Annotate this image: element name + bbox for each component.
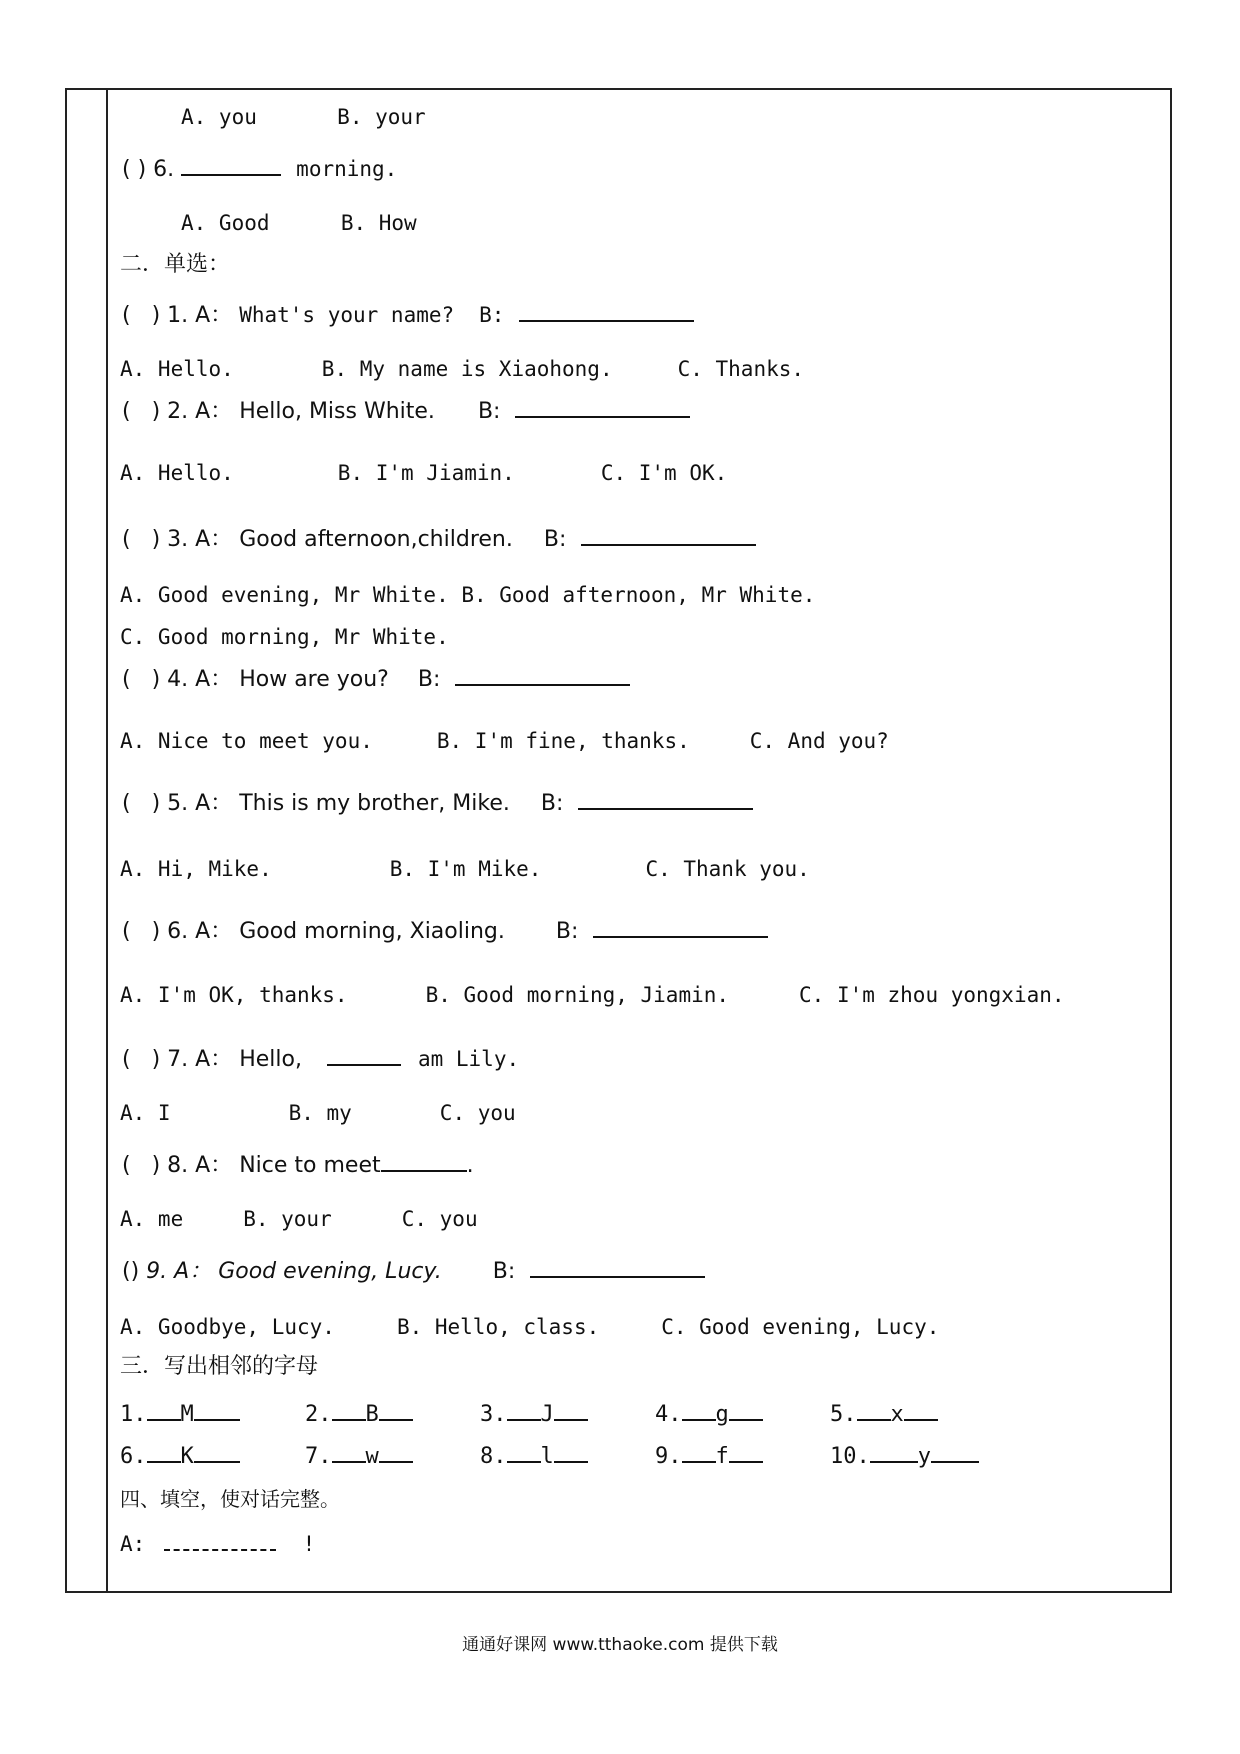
question-number: 1. A： bbox=[167, 303, 233, 328]
question-number: 5. A： bbox=[167, 791, 233, 816]
answer-paren: ( ) bbox=[122, 791, 161, 816]
question-text: morning. bbox=[296, 157, 398, 181]
answer-blank[interactable] bbox=[379, 1395, 413, 1421]
option-a: A. Goodbye, Lucy. bbox=[120, 1315, 335, 1339]
page-footer: 通通好课网 www.tthaoke.com 提供下载 bbox=[462, 1635, 778, 1655]
answer-paren: ( ) bbox=[122, 1047, 161, 1072]
answer-blank[interactable] bbox=[455, 662, 630, 686]
worksheet-frame bbox=[65, 88, 1172, 1593]
answer-paren: () bbox=[122, 1259, 140, 1284]
question-text: Hello, bbox=[239, 1047, 302, 1072]
question-4-options bbox=[120, 726, 889, 756]
question-number: 9. A： bbox=[146, 1259, 212, 1284]
option-c: C. Thank you. bbox=[645, 857, 810, 881]
option-a: A. I bbox=[120, 1101, 171, 1125]
letter-item: 6. K bbox=[120, 1437, 240, 1469]
answer-blank[interactable] bbox=[904, 1395, 938, 1421]
question-3-options-ab: A. Good evening, Mr White. B. Good afternoon, Mr White. bbox=[120, 583, 816, 607]
question-2-options bbox=[120, 458, 727, 488]
question-8 bbox=[122, 1148, 474, 1181]
reply-label: B: bbox=[477, 399, 501, 424]
option-b: B. your bbox=[243, 1207, 332, 1231]
prev-question-6 bbox=[122, 152, 397, 185]
option-a: A. Hello. bbox=[120, 461, 234, 485]
answer-blank[interactable] bbox=[194, 1437, 240, 1463]
option-a: A. I'm OK, thanks. bbox=[120, 983, 348, 1007]
answer-blank[interactable] bbox=[554, 1395, 588, 1421]
letter-item: 7. w bbox=[305, 1437, 413, 1469]
question-9 bbox=[122, 1254, 705, 1287]
question-text-end: am Lily. bbox=[417, 1047, 520, 1071]
option-b: B. My name is Xiaohong. bbox=[321, 357, 613, 381]
option-b: B. Good morning, Jiamin. bbox=[425, 983, 730, 1007]
option-a: A. me bbox=[120, 1207, 184, 1231]
answer-blank[interactable] bbox=[515, 394, 690, 418]
option-a: A. Good bbox=[181, 211, 270, 235]
option-c: C. Thanks. bbox=[677, 357, 805, 381]
answer-blank[interactable] bbox=[332, 1395, 366, 1421]
answer-paren: ( ) bbox=[122, 527, 161, 552]
question-number: 6. A： bbox=[167, 919, 233, 944]
option-b: B. I'm Mike. bbox=[389, 857, 542, 881]
letter-item: 9. f bbox=[655, 1437, 763, 1469]
answer-paren: ( ) bbox=[122, 919, 161, 944]
answer-blank[interactable] bbox=[164, 1527, 276, 1551]
reply-label: B: bbox=[417, 667, 441, 692]
question-3-option-c: C. Good morning, Mr White. bbox=[120, 625, 449, 649]
option-b: B. Hello, class. bbox=[396, 1315, 600, 1339]
answer-blank[interactable] bbox=[593, 914, 768, 938]
answer-paren: ( ) bbox=[122, 399, 161, 424]
letter-item: 2. B bbox=[305, 1395, 413, 1427]
answer-blank[interactable] bbox=[381, 1148, 467, 1172]
question-3 bbox=[122, 522, 756, 555]
answer-blank[interactable] bbox=[857, 1395, 891, 1421]
question-1 bbox=[122, 298, 694, 331]
question-1-options bbox=[120, 354, 804, 384]
answer-blank[interactable] bbox=[181, 152, 281, 176]
option-c: C. you bbox=[401, 1207, 478, 1231]
letters-row-1 bbox=[120, 1395, 1120, 1427]
option-b: B. your bbox=[337, 105, 426, 129]
reply-label: B: bbox=[479, 303, 505, 327]
question-7-options bbox=[120, 1098, 516, 1128]
reply-label: B: bbox=[543, 527, 567, 552]
answer-blank[interactable] bbox=[147, 1437, 181, 1463]
reply-label: B: bbox=[555, 919, 579, 944]
reply-label: B: bbox=[540, 791, 564, 816]
answer-blank[interactable] bbox=[379, 1437, 413, 1463]
section-2-title: 二．单选： bbox=[120, 252, 231, 277]
answer-blank[interactable] bbox=[194, 1395, 240, 1421]
option-c: C. I'm zhou yongxian. bbox=[799, 983, 1065, 1007]
option-b: B. How bbox=[340, 211, 417, 235]
answer-blank[interactable] bbox=[327, 1042, 401, 1066]
answer-blank[interactable] bbox=[147, 1395, 181, 1421]
letters-row-2 bbox=[120, 1437, 1120, 1469]
question-7 bbox=[122, 1042, 519, 1075]
answer-blank[interactable] bbox=[554, 1437, 588, 1463]
answer-paren: ( ) bbox=[122, 303, 161, 328]
question-text: How are you? bbox=[239, 667, 389, 692]
question-6 bbox=[122, 914, 768, 947]
option-c: C. I'm OK. bbox=[600, 461, 728, 485]
answer-blank[interactable] bbox=[682, 1437, 716, 1463]
question-text: Good morning, Xiaoling. bbox=[239, 919, 505, 944]
answer-blank[interactable] bbox=[729, 1437, 763, 1463]
answer-blank[interactable] bbox=[931, 1437, 979, 1463]
section-4-line-a bbox=[120, 1527, 315, 1559]
answer-blank[interactable] bbox=[507, 1395, 541, 1421]
letter-item: 4. g bbox=[655, 1395, 763, 1427]
option-a: A. Hi, Mike. bbox=[120, 857, 272, 881]
section-4-title: 四、填空，使对话完整。 bbox=[120, 1487, 340, 1511]
letter-item: 8. l bbox=[480, 1437, 588, 1469]
line-end: ! bbox=[302, 1532, 316, 1556]
option-b: B. I'm fine, thanks. bbox=[436, 729, 690, 753]
question-5 bbox=[122, 786, 753, 819]
option-a: A. Hello. bbox=[120, 357, 234, 381]
question-text: What's your name? bbox=[239, 303, 455, 327]
prev-question-6-options bbox=[181, 208, 417, 238]
question-number: 6. bbox=[153, 157, 175, 182]
question-number: 7. A： bbox=[167, 1047, 233, 1072]
question-number: 8. A： bbox=[167, 1153, 233, 1178]
question-5-options bbox=[120, 854, 810, 884]
option-c: C. Good evening, Lucy. bbox=[661, 1315, 940, 1339]
option-b: B. my bbox=[288, 1101, 352, 1125]
question-text: Hello, Miss White. bbox=[239, 399, 435, 424]
answer-blank[interactable] bbox=[332, 1437, 366, 1463]
worksheet-content bbox=[108, 90, 1170, 1591]
option-c: C. you bbox=[439, 1101, 516, 1125]
question-number: 3. A： bbox=[167, 527, 233, 552]
answer-blank[interactable] bbox=[729, 1395, 763, 1421]
letter-item: 3. J bbox=[480, 1395, 588, 1427]
question-text-end: . bbox=[466, 1153, 474, 1178]
answer-paren: ( ) bbox=[122, 1153, 161, 1178]
left-margin-column bbox=[67, 90, 108, 1591]
letter-item: 5. x bbox=[830, 1395, 938, 1427]
question-text: Good afternoon,children. bbox=[239, 527, 513, 552]
option-c: C. And you? bbox=[749, 729, 889, 753]
letter-item: 1. M bbox=[120, 1395, 240, 1427]
option-b: B. I'm Jiamin. bbox=[337, 461, 515, 485]
reply-label: B: bbox=[492, 1259, 516, 1284]
option-a: A. you bbox=[181, 105, 257, 129]
speaker-label: A: bbox=[120, 1532, 146, 1556]
question-9-options bbox=[120, 1312, 939, 1342]
option-a: A. Nice to meet you. bbox=[120, 729, 373, 753]
question-4 bbox=[122, 662, 630, 695]
answer-paren: ( ) bbox=[122, 667, 161, 692]
question-8-options bbox=[120, 1204, 478, 1234]
answer-blank[interactable] bbox=[578, 786, 753, 810]
answer-blank[interactable] bbox=[870, 1437, 918, 1463]
question-6-options bbox=[120, 980, 1065, 1010]
letter-item: 10. y bbox=[830, 1437, 979, 1469]
question-text: This is my brother, Mike. bbox=[239, 791, 510, 816]
answer-blank[interactable] bbox=[682, 1395, 716, 1421]
answer-paren: ( ) bbox=[122, 157, 147, 182]
question-number: 4. A： bbox=[167, 667, 233, 692]
section-3-title: 三．写出相邻的字母 bbox=[120, 1354, 319, 1379]
question-text: Good evening, Lucy. bbox=[218, 1259, 442, 1284]
question-2 bbox=[122, 394, 690, 427]
answer-blank[interactable] bbox=[519, 298, 694, 322]
question-text: Nice to meet bbox=[239, 1153, 381, 1178]
answer-blank[interactable] bbox=[581, 522, 756, 546]
question-number: 2. A： bbox=[167, 399, 233, 424]
prev-question-options bbox=[181, 102, 426, 132]
answer-blank[interactable] bbox=[507, 1437, 541, 1463]
answer-blank[interactable] bbox=[530, 1254, 705, 1278]
